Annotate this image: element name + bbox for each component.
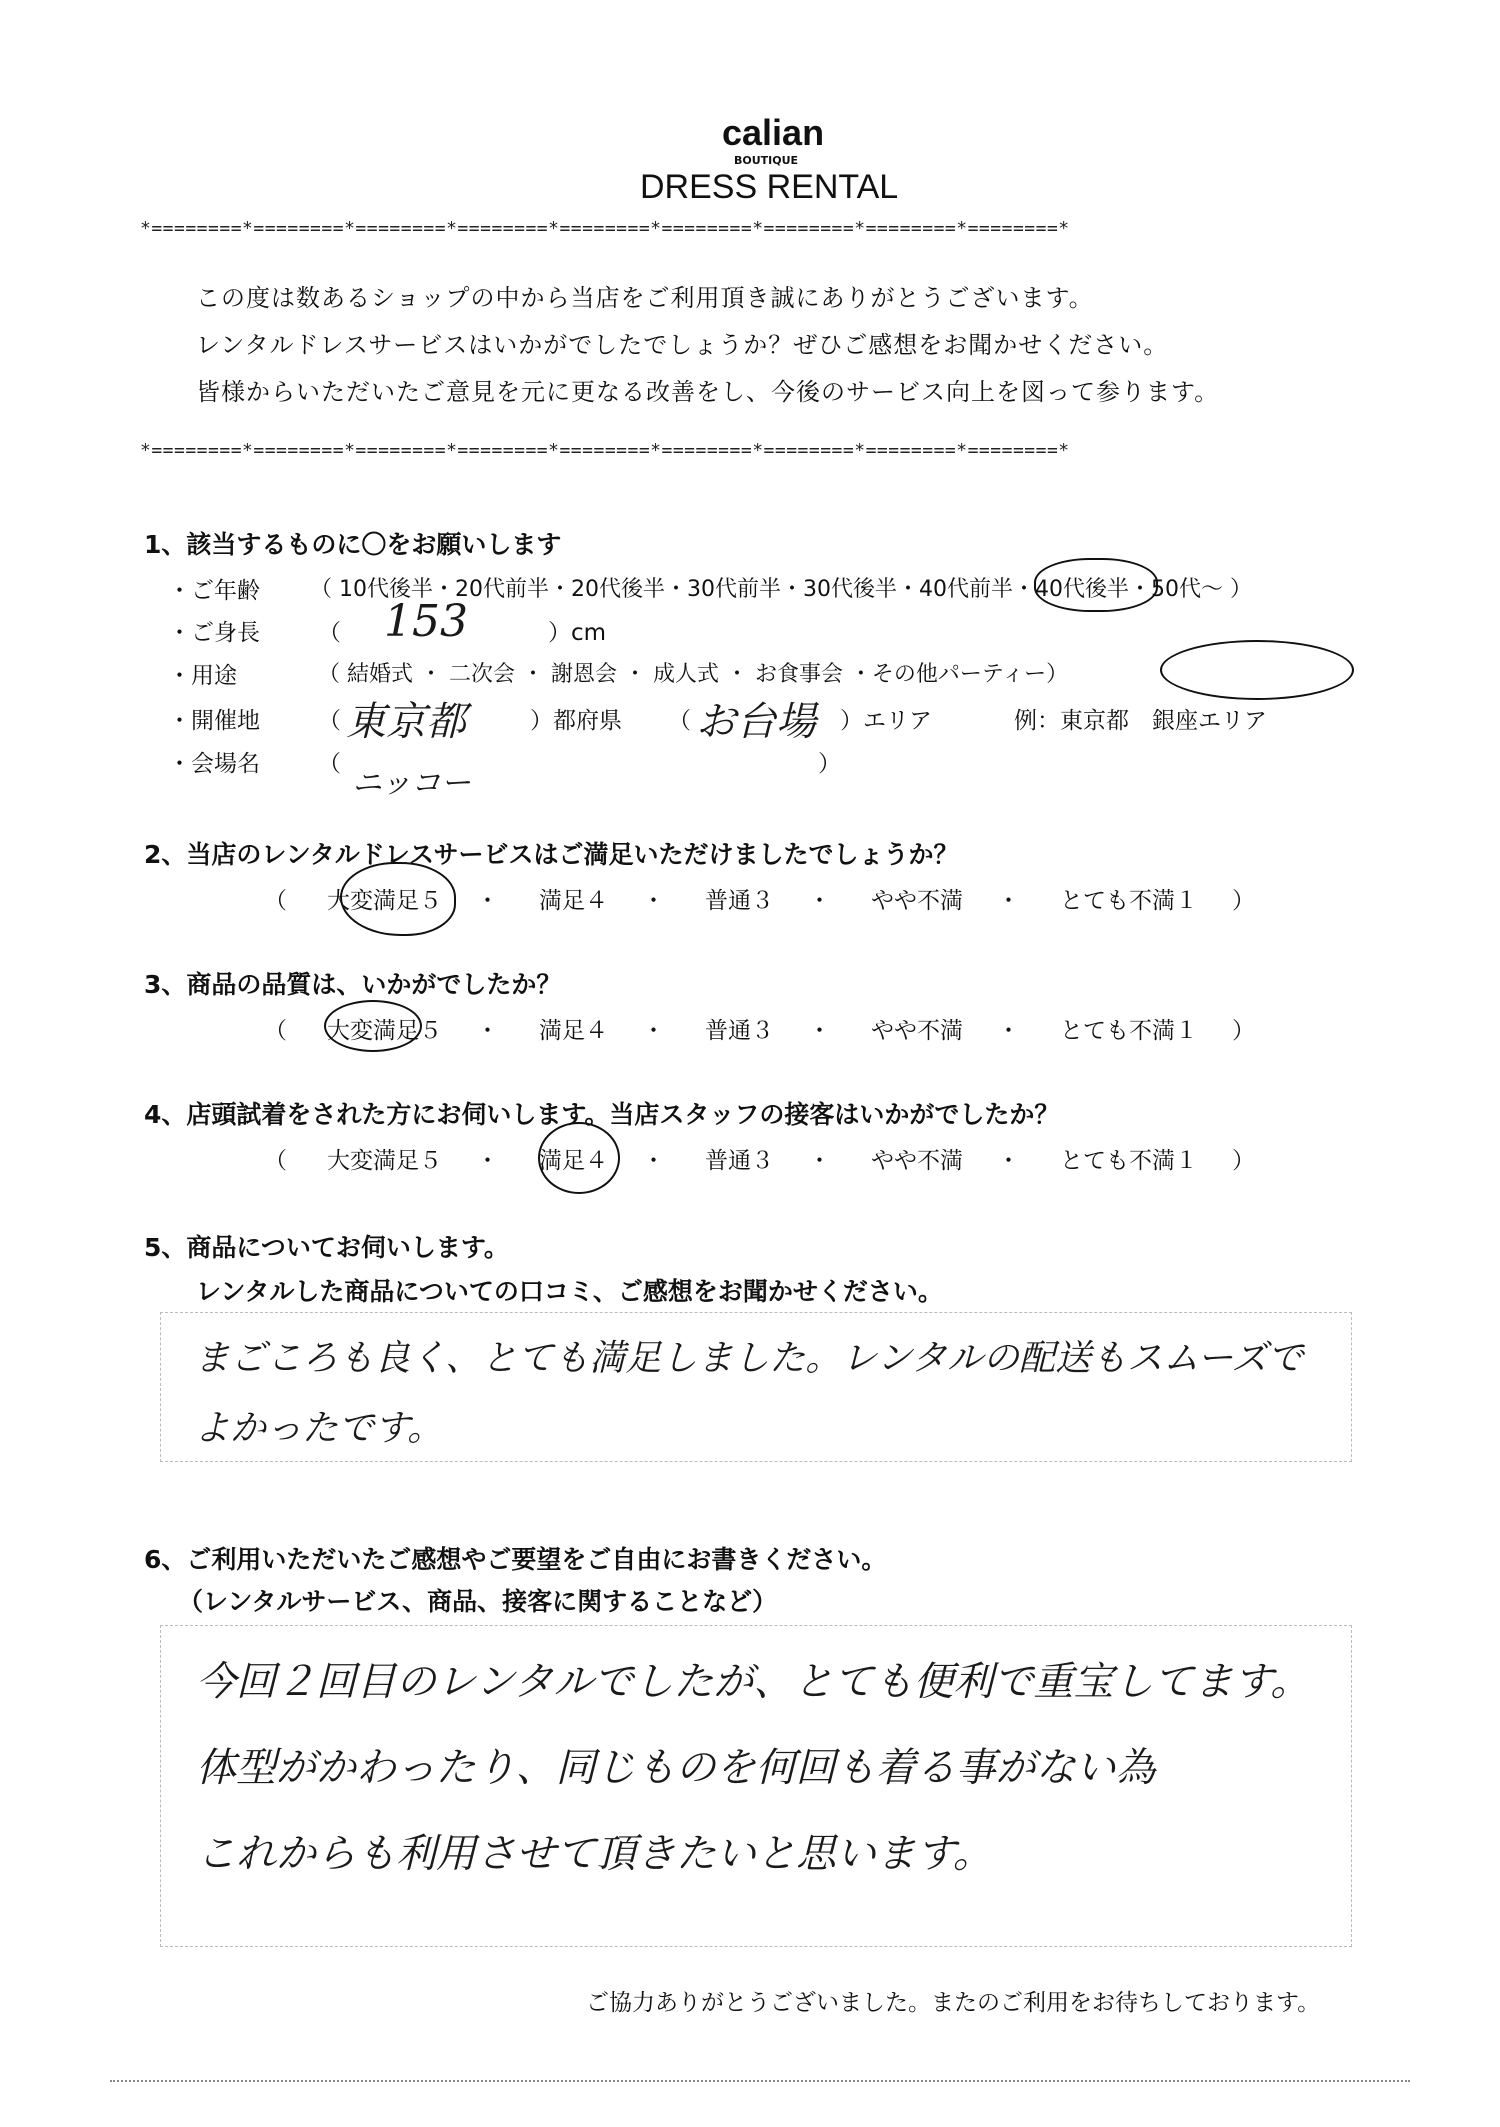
q4-dot-4: ・ [997, 1148, 1020, 1174]
brand-subtitle: BOUTIQUE [734, 154, 799, 167]
q6-answer-line-2: 体型がかわったり、同じものを何回も着る事がない為 [196, 1745, 1156, 1791]
q2-close: ） [1232, 888, 1255, 914]
q4-title: 4、店頭試着をされた方にお伺いします。当店スタッフの接客はいかがでしたか？ [144, 1100, 1060, 1129]
q5-subtitle: レンタルした商品についての口コミ、ご感想をお聞かせください。 [196, 1277, 943, 1306]
q3-option-4: やや不満 [871, 1018, 963, 1044]
purpose-label: ・用途 [168, 663, 237, 689]
q3-dot-1: ・ [476, 1018, 499, 1044]
q2-dot-4: ・ [997, 888, 1020, 914]
height-unit: ）cm [548, 620, 607, 646]
venue-area-value: お台場 [696, 699, 816, 745]
height-label: ・ご身長 [168, 620, 260, 646]
q3-option-1: 大変満足５ [327, 1018, 442, 1044]
q2-open: （ [264, 888, 287, 914]
brand-logo: calian [722, 112, 825, 153]
intro-line-1: この度は数あるショップの中から当店をご利用頂き誠にありがとうございます。 [196, 284, 1094, 312]
bottom-separator: *========*========*========*========*========*========*========*========*========* [140, 440, 1070, 461]
intro-line-2: レンタルドレスサービスはいかがでしたでしょうか？ぜひご感想をお聞かせください。 [196, 331, 1169, 359]
q2-option-3: 普通３ [705, 888, 774, 914]
q3-dot-2: ・ [642, 1018, 665, 1044]
q4-option-4: やや不満 [871, 1148, 963, 1174]
footer-thanks: ご協力ありがとうございました。またのご利用をお待ちしております。 [586, 1990, 1321, 2016]
intro-line-3: 皆様からいただいたご意見を元に更なる改善をし、今後のサービス向上を図って参ります。 [196, 378, 1220, 406]
venue-name-open: （ [318, 751, 341, 777]
height-open: （ [318, 620, 341, 646]
q3-open: （ [264, 1018, 287, 1044]
q4-option-1: 大変満足５ [327, 1148, 442, 1174]
venue-area-open: （ [668, 708, 691, 734]
q2-option-5: とても不満１ [1060, 888, 1198, 914]
q4-option-5: とても不満１ [1060, 1148, 1198, 1174]
q4-dot-3: ・ [808, 1148, 831, 1174]
q6-answer-line-3: これからも利用させて頂きたいと思います。 [196, 1831, 993, 1877]
q2-option-1: 大変満足５ [327, 888, 442, 914]
purpose-options: （ 結婚式 ・ 二次会 ・ 謝恩会 ・ 成人式 ・ お食事会 ・その他パーティー） [318, 662, 1069, 687]
venue-area-suffix: ）エリア [840, 708, 932, 734]
venue-name-label: ・会場名 [168, 751, 260, 777]
page-title: DRESS RENTAL [640, 168, 899, 206]
age-options: （ 10代後半・20代前半・20代後半・30代前半・30代後半・40代前半・40代後半・50代～ ） [310, 577, 1252, 602]
q5-title: 5、商品についてお伺いします。 [144, 1233, 509, 1262]
q2-circle-mark [340, 862, 456, 936]
age-circle-mark [1034, 558, 1158, 612]
q6-subtitle: （レンタルサービス、商品、接客に関することなど） [178, 1587, 778, 1616]
q5-answer-line-1: まごころも良く、とても満足しました。レンタルの配送もスムーズで [194, 1338, 1304, 1379]
q2-title: 2、当店のレンタルドレスサービスはご満足いただけましたでしょうか？ [144, 840, 959, 869]
q4-options [264, 1142, 1255, 1175]
q6-title: 6、ご利用いただいたご感想やご要望をご自由にお書きください。 [144, 1545, 887, 1574]
venue-example: 例：東京都 銀座エリア [1014, 708, 1267, 734]
venue-pref-suffix: ）都府県 [530, 708, 622, 734]
purpose-circle-mark [1160, 640, 1354, 700]
age-label: ・ご年齢 [168, 578, 260, 604]
q1-title: 1、該当するものに〇をお願いします [144, 530, 562, 559]
q3-dot-4: ・ [997, 1018, 1020, 1044]
q5-answer-line-2: よかったです。 [194, 1408, 444, 1449]
q4-dot-2: ・ [642, 1148, 665, 1174]
venue-name-value: ニッコー [352, 766, 471, 801]
venue-name-close: ） [818, 751, 841, 777]
q3-dot-3: ・ [808, 1018, 831, 1044]
venue-pref-open: （ [318, 708, 341, 734]
q3-close: ） [1232, 1018, 1255, 1044]
q2-option-4: やや不満 [871, 888, 963, 914]
q6-answer-line-1: 今回２回目のレンタルでしたが、とても便利で重宝してます。 [196, 1659, 1311, 1705]
q3-option-3: 普通３ [705, 1018, 774, 1044]
q3-title: 3、商品の品質は、いかがでしたか？ [144, 970, 562, 999]
q2-dot-2: ・ [642, 888, 665, 914]
q4-open: （ [264, 1148, 287, 1174]
q3-circle-mark [324, 1000, 422, 1052]
q4-dot-1: ・ [476, 1148, 499, 1174]
venue-pref-value: 東京都 [346, 699, 466, 745]
q2-dot-3: ・ [808, 888, 831, 914]
q3-option-2: 満足４ [539, 1018, 608, 1044]
q3-option-5: とても不満１ [1060, 1018, 1198, 1044]
q2-option-2: 満足４ [539, 888, 608, 914]
q4-close: ） [1232, 1148, 1255, 1174]
q2-dot-1: ・ [476, 888, 499, 914]
venue-area-label: ・開催地 [168, 708, 260, 734]
footer-divider [110, 2080, 1410, 2082]
q4-option-3: 普通３ [705, 1148, 774, 1174]
top-separator: *========*========*========*========*========*========*========*========*========* [140, 218, 1070, 239]
q4-circle-mark [538, 1122, 620, 1194]
q4-option-2: 満足４ [539, 1148, 608, 1174]
height-value: 153 [384, 596, 468, 647]
